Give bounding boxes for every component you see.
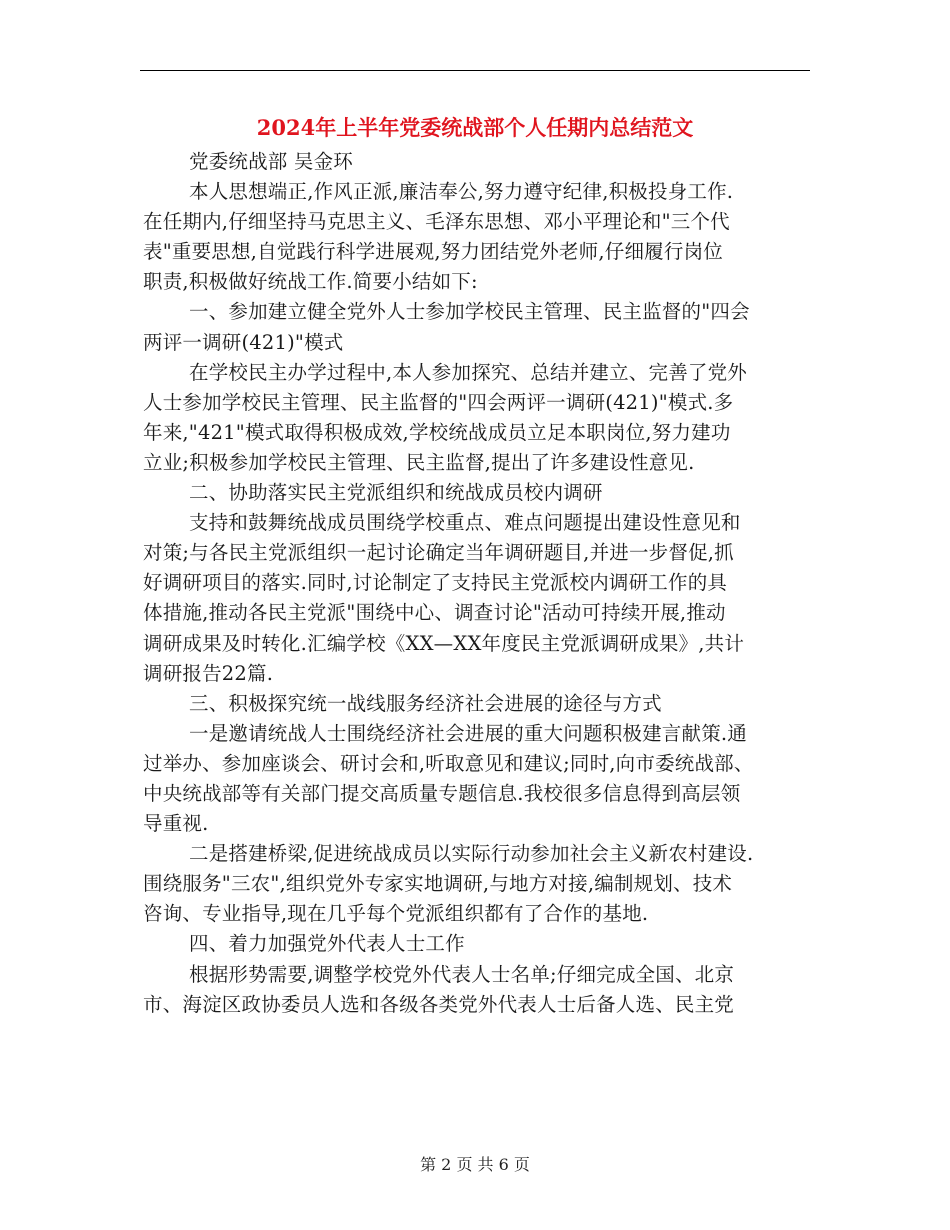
body-line: 中央统战部等有关部门提交高质量专题信息.我校很多信息得到高层领 (143, 781, 741, 805)
body-line: 职责,积极做好统战工作.简要小结如下: (143, 270, 478, 294)
body-line: 咨询、专业指导,现在几乎每个党派组织都有了合作的基地. (143, 902, 649, 926)
body-line: 支持和鼓舞统战成员围绕学校重点、难点问题提出建设性意见和 (189, 511, 741, 535)
body-line: 一是邀请统战人士围绕经济社会进展的重大问题积极建言献策.通 (189, 721, 747, 745)
body-line: 在学校民主办学过程中,本人参加探究、总结并建立、完善了党外 (189, 360, 747, 384)
body-line: 对策;与各民主党派组织一起讨论确定当年调研题目,并进一步督促,抓 (143, 541, 734, 565)
body-line: 过举办、参加座谈会、研讨会和,听取意见和建议;同时,向市委统战部、 (143, 751, 754, 775)
body-line: 围绕服务"三农",组织党外专家实地调研,与地方对接,编制规划、技术 (143, 872, 733, 896)
body-line: 三、积极探究统一战线服务经济社会进展的途径与方式 (189, 691, 662, 715)
body-line: 二、协助落实民主党派组织和统战成员校内调研 (189, 481, 603, 505)
body-line: 调研成果及时转化.汇编学校《XX—XX年度民主党派调研成果》,共计 (143, 631, 745, 655)
body-line: 本人思想端正,作风正派,廉洁奉公,努力遵守纪律,积极投身工作. (189, 180, 734, 204)
body-line: 立业;积极参加学校民主管理、民主监督,提出了许多建设性意见. (143, 450, 695, 474)
body-line: 二是搭建桥梁,促进统战成员以实际行动参加社会主义新农村建设. (189, 842, 754, 866)
header-rule (140, 70, 810, 71)
page-footer: 第 2 页 共 6 页 (420, 1155, 530, 1174)
body-line: 两评一调研(421)"模式 (143, 330, 344, 354)
body-line: 调研报告22篇. (143, 661, 274, 685)
body-line: 好调研项目的落实.同时,讨论制定了支持民主党派校内调研工作的具 (143, 571, 728, 595)
body-line: 党委统战部 吴金环 (189, 150, 353, 173)
body-line: 根据形势需要,调整学校党外代表人士名单;仔细完成全国、北京 (189, 962, 735, 986)
body-line: 体措施,推动各民主党派"围绕中心、调查讨论"活动可持续开展,推动 (143, 601, 726, 625)
body-line: 年来,"421"模式取得积极成效,学校统战成员立足本职岗位,努力建功 (143, 420, 731, 444)
body-line: 四、着力加强党外代表人士工作 (189, 932, 465, 956)
document-body (143, 147, 810, 1020)
body-line: 表"重要思想,自觉践行科学进展观,努力团结党外老师,仔细履行岗位 (143, 240, 723, 264)
body-line: 市、海淀区政协委员人选和各级各类党外代表人士后备人选、民主党 (143, 992, 735, 1016)
document-title: 2024年上半年党委统战部个人任期内总结范文 (256, 115, 694, 140)
body-line: 一、参加建立健全党外人士参加学校民主管理、民主监督的"四会 (189, 300, 750, 324)
body-line: 人士参加学校民主管理、民主监督的"四会两评一调研(421)"模式.多 (143, 390, 734, 414)
body-line: 在任期内,仔细坚持马克思主义、毛泽东思想、邓小平理论和"三个代 (143, 210, 730, 234)
body-line: 导重视. (143, 812, 209, 836)
